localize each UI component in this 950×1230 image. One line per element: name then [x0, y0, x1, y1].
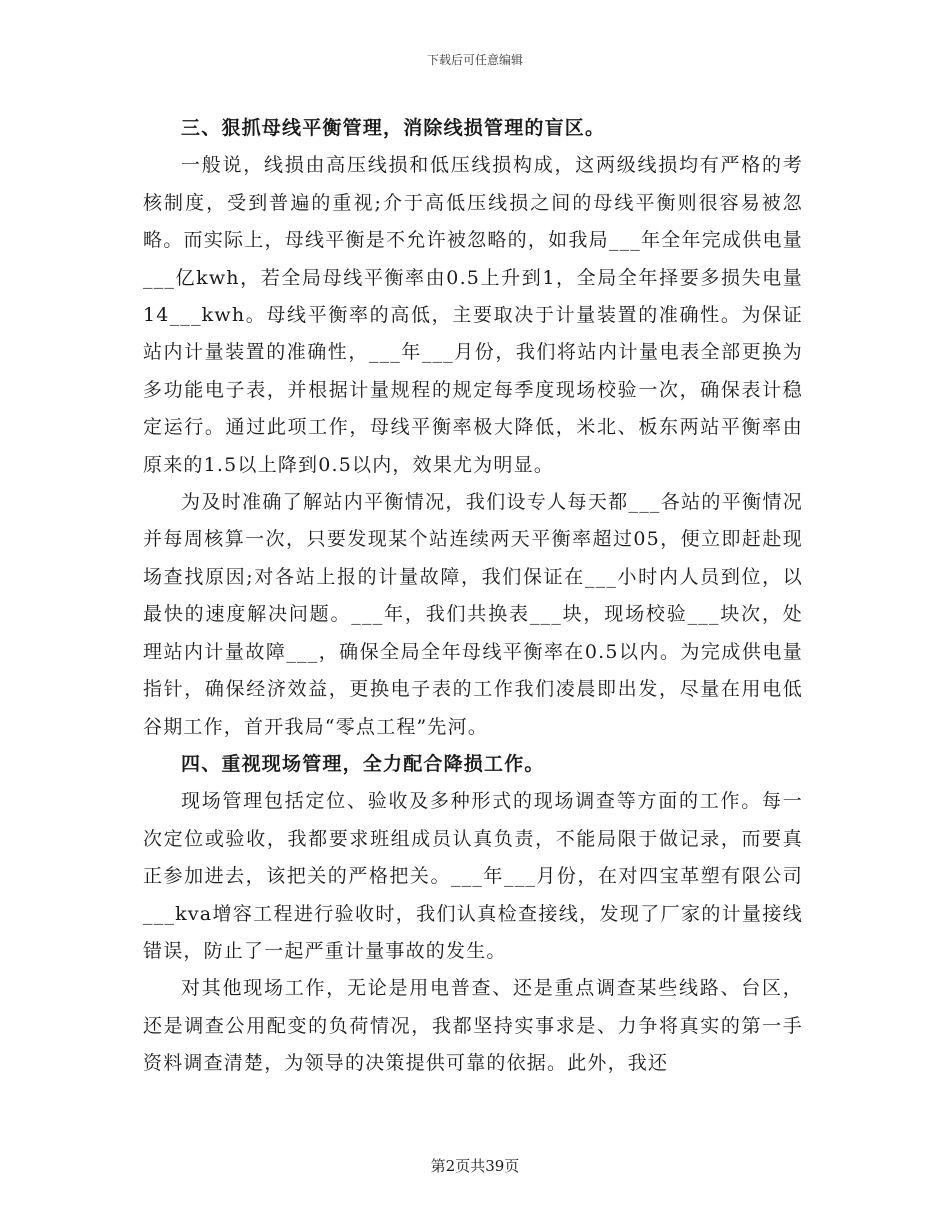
page-number: 第2页共39页 [430, 1157, 520, 1175]
section-heading-4: 四、重视现场管理，全力配合降损工作。 [181, 752, 545, 775]
paragraph-3: 现场管理包括定位、验收及多种形式的现场调查等方面的工作。每一次定位或验收，我都要求班组成员认真负责，不能局限于做记录，而要真正参加进去，该把关的严格把关。___年___月份，在对四宝革塑有限公司___kva增容工程进行验收时，我们认真检查接线，发现了厂家的计量接线错误，防止了一起严重计量事故的发生。 [143, 790, 803, 962]
paragraph-1: 一般说，线损由高压线损和低压线损构成，这两级线损均有严格的考核制度，受到普遍的重视;介于高低压线损之间的母线平衡则很容易被忽略。而实际上，母线平衡是不允许被忽略的，如我局___年全年完成供电量___亿kwh，若全局母线平衡率由0.5上升到1，全局全年择要多损失电量14___kwh。母线平衡率的高低，主要取决于计量装置的准确性。为保证站内计量装置的准确性，___年___月份，我们将站内计量电表全部更换为多功能电子表，并根据计量规程的规定每季度现场校验一次，确保表计稳定运行。通过此项工作，母线平衡率极大降低，米北、板东两站平衡率由原来的1.5以上降到0.5以内，效果尤为明显。 [143, 154, 803, 476]
section-heading-3: 三、狠抓母线平衡管理，消除线损管理的盲区。 [181, 117, 606, 139]
document-body [143, 110, 803, 1083]
paragraph-4: 对其他现场工作，无论是用电普查、还是重点调查某些线路、台区，还是调查公用配变的负荷情况，我都坚持实事求是、力争将真实的第一手资料调查清楚，为领导的决策提供可靠的依据。此外，我还 [143, 977, 803, 1075]
paragraph-2: 为及时准确了解站内平衡情况，我们设专人每天都___各站的平衡情况并每周核算一次，只要发现某个站连续两天平衡率超过05，便立即赶赴现场查找原因;对各站上报的计量故障，我们保证在___小时内人员到位，以最快的速度解决问题。___年，我们共换表___块，现场校验___块次，处理站内计量故障___，确保全局全年母线平衡率在0.5以内。为完成供电量指针，确保经济效益，更换电子表的工作我们凌晨即出发，尽量在用电低谷期工作，首开我局“零点工程”先河。 [143, 491, 803, 738]
page-header: 下载后可任意编辑 [426, 53, 523, 67]
